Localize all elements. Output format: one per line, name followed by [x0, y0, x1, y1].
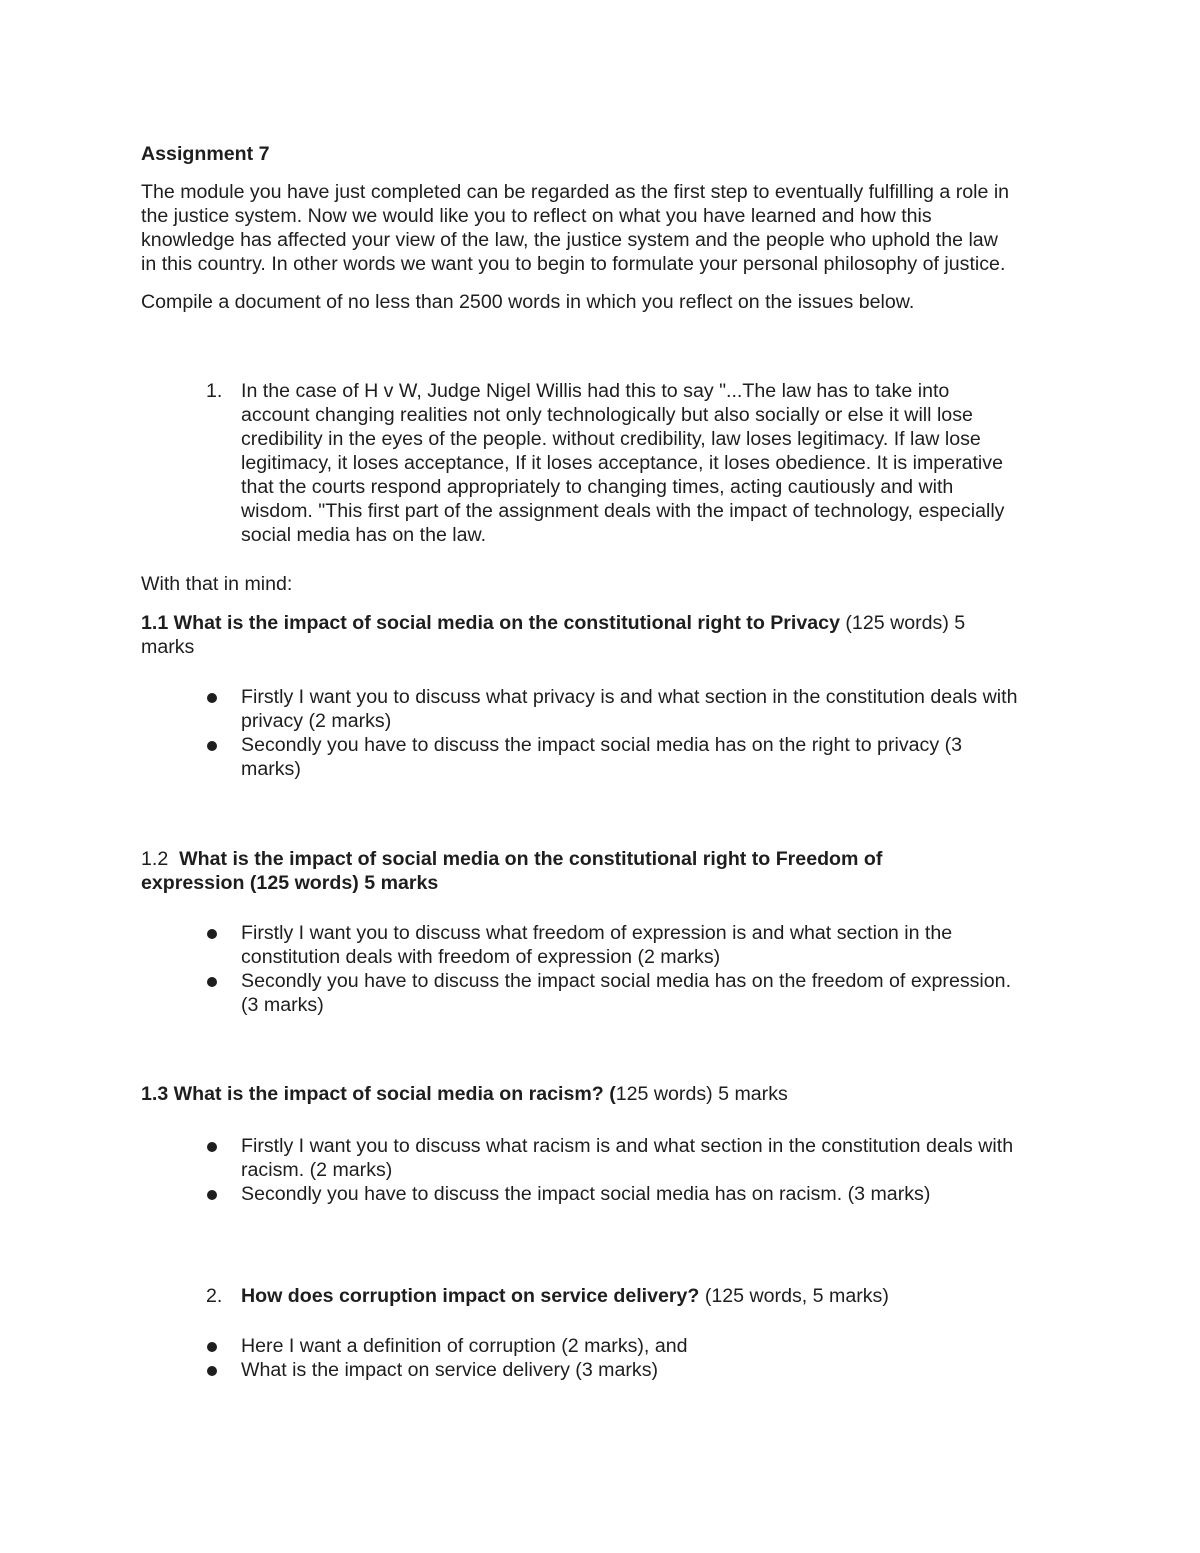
question-1-1-bullets: [141, 685, 1071, 785]
list-item: Secondly you have to discuss the impact social media has on the freedom of expression. (3 marks): [241, 970, 1012, 1016]
bullet-dot-icon: [207, 693, 217, 703]
assignment-title: Assignment 7: [141, 143, 270, 165]
item-1-line: credibility in the eyes of the people. without credibility, law loses legitimacy. If law lose: [241, 428, 981, 450]
item-number: 1.: [206, 380, 223, 402]
numbered-item-1: [141, 379, 1071, 549]
question-1-3-heading: 1.3 What is the impact of social media on racism? (125 words) 5 marks: [141, 1083, 788, 1105]
item-1-line: social media has on the law.: [241, 524, 487, 546]
bullet-dot-icon: [207, 1366, 217, 1376]
list-item: Secondly you have to discuss the impact social media has on the right to privacy (3 marks): [241, 734, 962, 780]
intro-line: The module you have just completed can be regarded as the first step to eventually fulfilling a role in: [141, 181, 1010, 203]
intro-paragraph: [141, 180, 1071, 276]
item-1-line: that the courts respond appropriately to changing times, acting cautiously and with: [241, 476, 954, 498]
item-number: 2.: [206, 1285, 223, 1307]
list-item: Here I want a definition of corruption (2 marks), and: [241, 1335, 688, 1357]
list-item: What is the impact on service delivery (3 marks): [241, 1359, 659, 1381]
intro-line: knowledge has affected your view of the law, the justice system and the people who uphold the law: [141, 229, 998, 251]
question-1-3-bullets: [141, 1134, 1071, 1214]
item-1-text: [241, 379, 1061, 547]
item-1-line: wisdom. "This first part of the assignment deals with the impact of technology, especially: [241, 500, 1005, 522]
bullet-dot-icon: [207, 1190, 217, 1200]
question-1-2-heading: 1.2 What is the impact of social media on the constitutional right to Freedom of expression (125 words) 5 marks: [141, 848, 883, 894]
list-item: Firstly I want you to discuss what privacy is and what section in the constitution deals with privacy (2 marks): [241, 686, 1018, 732]
bullet-dot-icon: [207, 977, 217, 987]
list-item: Secondly you have to discuss the impact social media has on racism. (3 marks): [241, 1183, 931, 1205]
item-1-line: legitimacy, it loses acceptance, If it loses acceptance, it loses obedience. It is imperative: [241, 452, 1003, 474]
bullet-dot-icon: [207, 1142, 217, 1152]
item-2-text: How does corruption impact on service delivery? (125 words, 5 marks): [241, 1285, 889, 1307]
list-item: Firstly I want you to discuss what racism is and what section in the constitution deals with racism. (2 marks): [241, 1135, 1014, 1181]
intro-line: in this country. In other words we want you to begin to formulate your personal philosophy of justice.: [141, 253, 1006, 275]
with-that-in-mind: With that in mind:: [141, 573, 293, 595]
intro-line: the justice system. Now we would like you to reflect on what you have learned and how this: [141, 205, 932, 227]
bullet-dot-icon: [207, 929, 217, 939]
compile-instruction: Compile a document of no less than 2500 words in which you reflect on the issues below.: [141, 291, 915, 313]
item-1-line: account changing realities not only technologically but also socially or else it will lose: [241, 404, 973, 426]
bullet-dot-icon: [207, 1342, 217, 1352]
bullet-dot-icon: [207, 741, 217, 751]
item-1-line: In the case of H v W, Judge Nigel Willis had this to say "...The law has to take into: [241, 380, 950, 402]
list-item: Firstly I want you to discuss what freedom of expression is and what section in the constitution deals with freedom of expression (2 marks): [241, 922, 953, 968]
question-1-2-bullets: [141, 921, 1071, 1021]
item-2-bullets: [141, 1334, 1071, 1394]
question-1-1-heading: 1.1 What is the impact of social media on the constitutional right to Privacy (125 words) 5 marks: [141, 612, 966, 658]
